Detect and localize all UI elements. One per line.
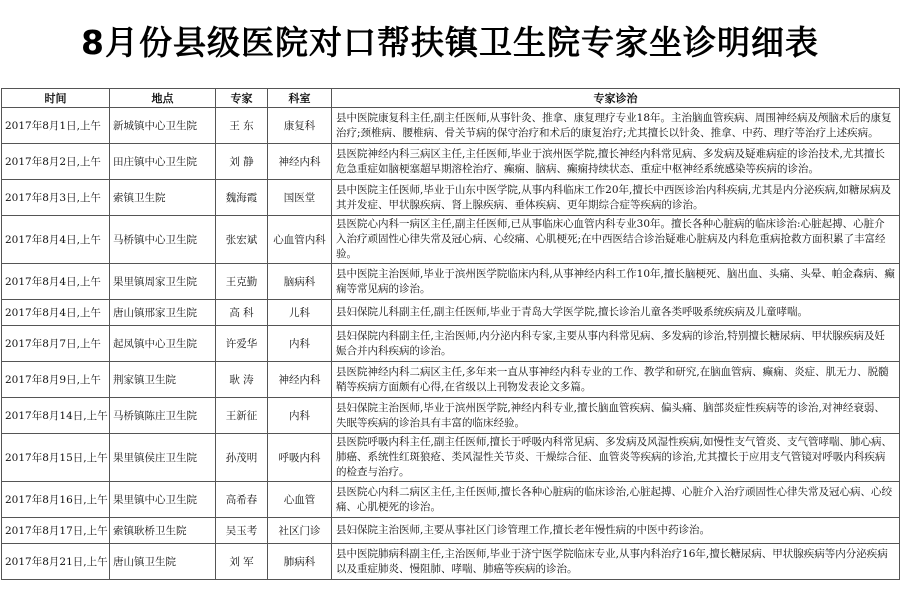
cell-place: 荆家镇卫生院 — [110, 362, 216, 398]
cell-expert: 许爱华 — [216, 326, 268, 362]
column-header-dept: 科室 — [268, 89, 332, 108]
cell-expert: 王新征 — [216, 398, 268, 434]
cell-time: 2017年8月14日,上午 — [2, 398, 110, 434]
cell-dept: 脑病科 — [268, 264, 332, 300]
page-title: 8月份县级医院对口帮扶镇卫生院专家坐诊明细表 — [81, 23, 819, 62]
cell-time: 2017年8月4日,上午 — [2, 264, 110, 300]
cell-dept: 呼吸内科 — [268, 434, 332, 482]
cell-dept: 内科 — [268, 398, 332, 434]
cell-expert: 魏海霞 — [216, 180, 268, 216]
table-row — [2, 434, 900, 482]
cell-place: 索镇卫生院 — [110, 180, 216, 216]
cell-expert: 高 科 — [216, 300, 268, 326]
column-header-desc: 专家诊治 — [332, 89, 900, 108]
cell-time: 2017年8月2日,上午 — [2, 144, 110, 180]
cell-desc: 县医院神经内科三病区主任,主任医师,毕业于滨州医学院,擅长神经内科常见病、多发病及疑难病症的诊治技术,尤其擅长危急重症如脑梗塞超早期溶栓治疗、癫痫、脑病、癫痫持续状态、重症中枢神经系统感染等疾病的诊治。 — [332, 144, 900, 180]
cell-desc: 县中医院主任医师,毕业于山东中医学院,从事内科临床工作20年,擅长中西医诊治内科疾病,尤其是内分泌疾病,如糖尿病及其并发症、甲状腺疾病、肾上腺疾病、垂体疾病、更年期综合症等疾病的诊治。 — [332, 180, 900, 216]
table-row — [2, 180, 900, 216]
table-row — [2, 398, 900, 434]
column-header-place: 地点 — [110, 89, 216, 108]
cell-desc: 县妇保院内科副主任,主治医师,内分泌内科专家,主要从事内科常见病、多发病的诊治,特别擅长糖尿病、甲状腺疾病及妊娠合并内科疾病的诊治。 — [332, 326, 900, 362]
table-row — [2, 482, 900, 518]
cell-expert: 刘 军 — [216, 544, 268, 580]
cell-dept: 神经内科 — [268, 144, 332, 180]
cell-desc: 县中医院主治医师,毕业于滨州医学院临床内科,从事神经内科工作10年,擅长脑梗死、脑出血、头痛、头晕、帕金森病、癫痫等常见病的诊治。 — [332, 264, 900, 300]
cell-desc: 县医院心内科二病区主任,主任医师,擅长各种心脏病的临床诊治,心脏起搏、心脏介入治疗顽固性心律失常及冠心病、心绞痛、心肌梗死的诊治。 — [332, 482, 900, 518]
cell-dept: 国医堂 — [268, 180, 332, 216]
cell-time: 2017年8月1日,上午 — [2, 108, 110, 144]
cell-dept: 康复科 — [268, 108, 332, 144]
cell-place: 马桥镇陈庄卫生院 — [110, 398, 216, 434]
table-row — [2, 300, 900, 326]
cell-place: 果里镇侯庄卫生院 — [110, 434, 216, 482]
column-header-expert: 专家 — [216, 89, 268, 108]
cell-dept: 肺病科 — [268, 544, 332, 580]
cell-place: 果里镇中心卫生院 — [110, 482, 216, 518]
cell-time: 2017年8月21日,上午 — [2, 544, 110, 580]
cell-place: 马桥镇中心卫生院 — [110, 216, 216, 264]
table-header-row — [2, 89, 900, 108]
cell-dept: 神经内科 — [268, 362, 332, 398]
cell-desc: 县医院神经内科二病区主任,多年来一直从事神经内科专业的工作、教学和研究,在脑血管病、癫痫、炎症、肌无力、脱髓鞘等疾病方面颇有心得,在省级以上刊物发表论文多篇。 — [332, 362, 900, 398]
cell-place: 索镇耿桥卫生院 — [110, 518, 216, 544]
cell-time: 2017年8月4日,上午 — [2, 300, 110, 326]
cell-dept: 社区门诊 — [268, 518, 332, 544]
cell-desc: 县妇保院儿科副主任,副主任医师,毕业于青岛大学医学院,擅长诊治儿童各类呼吸系统疾病及儿童哮喘。 — [332, 300, 900, 326]
cell-place: 起凤镇中心卫生院 — [110, 326, 216, 362]
table-row — [2, 108, 900, 144]
cell-time: 2017年8月17日,上午 — [2, 518, 110, 544]
cell-expert: 孙茂明 — [216, 434, 268, 482]
cell-place: 果里镇周家卫生院 — [110, 264, 216, 300]
cell-expert: 耿 涛 — [216, 362, 268, 398]
cell-desc: 县中医院肺病科副主任,主治医师,毕业于济宁医学院临床专业,从事内科治疗16年,擅长糖尿病、甲状腺疾病等内分泌疾病以及重症肺炎、慢阻肺、哮喘、肺癌等疾病的诊治。 — [332, 544, 900, 580]
cell-place: 新城镇中心卫生院 — [110, 108, 216, 144]
cell-expert: 王克勤 — [216, 264, 268, 300]
cell-desc: 县医院心内科一病区主任,副主任医师,已从事临床心血管内科专业30年。擅长各种心脏病的临床诊治:心脏起搏、心脏介入治疗顽固性心律失常及冠心病、心绞痛、心肌梗死;在中西医结合诊治疑难心脏病及内科危重病抢救方面积累了丰富经验。 — [332, 216, 900, 264]
cell-time: 2017年8月9日,上午 — [2, 362, 110, 398]
table-row — [2, 216, 900, 264]
table-row — [2, 264, 900, 300]
cell-time: 2017年8月3日,上午 — [2, 180, 110, 216]
table-row — [2, 362, 900, 398]
cell-desc: 县医院呼吸内科主任,副主任医师,擅长于呼吸内科常见病、多发病及风湿性疾病,如慢性支气管炎、支气管哮喘、肺心病、肺癌、系统性红斑狼疮、类风湿性关节炎、干燥综合征、血管炎等疾病的诊治,尤其擅长于应用支气管镜对呼吸内科疾病的检查与治疗。 — [332, 434, 900, 482]
cell-dept: 心血管内科 — [268, 216, 332, 264]
cell-desc: 县中医院康复科主任,副主任医师,从事针灸、推拿、康复理疗专业18年。主治脑血管疾病、周围神经病及颅脑术后的康复治疗;颈椎病、腰椎病、骨关节病的保守治疗和术后的康复治疗;尤其擅长以针灸、推拿、中药、理疗等治疗上述疾病。 — [332, 108, 900, 144]
cell-expert: 刘 静 — [216, 144, 268, 180]
cell-time: 2017年8月16日,上午 — [2, 482, 110, 518]
cell-desc: 县妇保院主治医师,主要从事社区门诊管理工作,擅长老年慢性病的中医中药诊治。 — [332, 518, 900, 544]
schedule-table — [1, 88, 900, 580]
cell-expert: 张宏斌 — [216, 216, 268, 264]
cell-expert: 王 东 — [216, 108, 268, 144]
cell-place: 唐山镇卫生院 — [110, 544, 216, 580]
cell-expert: 高希春 — [216, 482, 268, 518]
column-header-time: 时间 — [2, 89, 110, 108]
cell-place: 田庄镇中心卫生院 — [110, 144, 216, 180]
cell-desc: 县妇保院主治医师,毕业于滨州医学院,神经内科专业,擅长脑血管疾病、偏头痛、脑部炎症性疾病等的诊治,对神经衰弱、失眠等疾病的诊治具有丰富的临床经验。 — [332, 398, 900, 434]
cell-time: 2017年8月4日,上午 — [2, 216, 110, 264]
table-row — [2, 326, 900, 362]
cell-time: 2017年8月15日,上午 — [2, 434, 110, 482]
cell-dept: 儿科 — [268, 300, 332, 326]
cell-dept: 内科 — [268, 326, 332, 362]
cell-expert: 吴玉考 — [216, 518, 268, 544]
table-row — [2, 544, 900, 580]
cell-time: 2017年8月7日,上午 — [2, 326, 110, 362]
cell-dept: 心血管 — [268, 482, 332, 518]
cell-place: 唐山镇邢家卫生院 — [110, 300, 216, 326]
table-row — [2, 518, 900, 544]
table-row — [2, 144, 900, 180]
